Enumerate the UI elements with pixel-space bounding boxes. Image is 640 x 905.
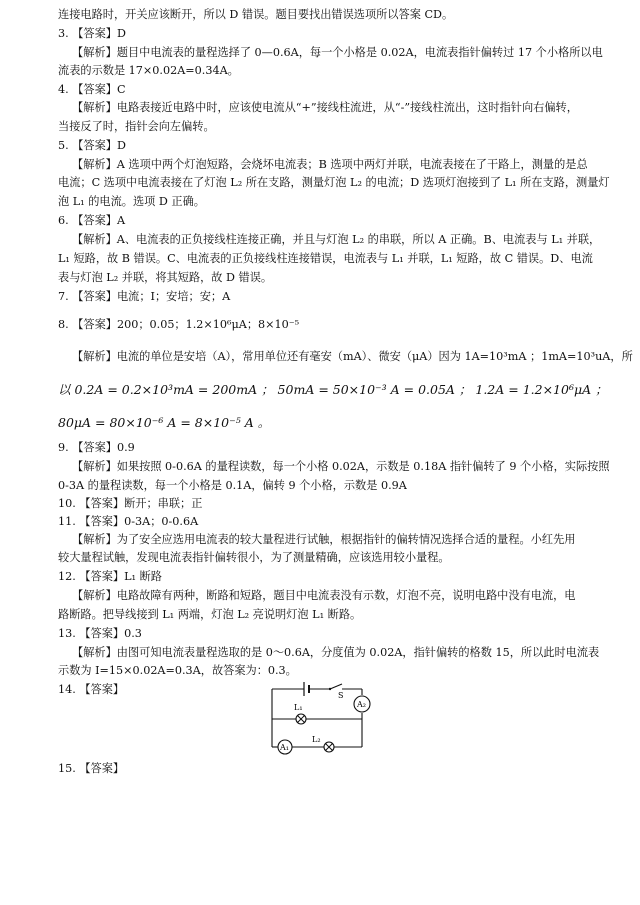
analysis-line: 【解析】电路表接近电路中时，应该使电流从“+”接线柱流进，从“-”接线柱流出，这时指针向右偏转， [72,101,578,114]
analysis-line: 【解析】电路故障有两种，断路和短路，题目中电流表没有示数，灯泡不亮，说明电路中没有电流，电 [72,589,576,602]
text-line: 连接电路时，开关应该断开，所以 D 错误。题目要找出错误选项所以答案 CD。 [58,8,454,21]
answer-line: 7. 【答案】电流；I；安培；安；A [58,290,231,303]
analysis-line: 【解析】由图可知电流表量程选取的是 0～0.6A，分度值为 0.02A，指针偏转的格数 15，所以此时电流表 [72,646,600,659]
analysis-line: 【解析】为了安全应选用电流表的较大量程进行试触，根据指针的偏转情况选择合适的量程。小红先用 [72,533,576,546]
formula-line: 80μA = 80×10⁻⁶ A = 8×10⁻⁵ A 。 [58,415,271,430]
text-line: 0-3A 的量程读数，每一个小格是 0.1A，偏转 9 个小格，示数是 0.9A [58,479,407,492]
lamp-l1 [296,714,306,724]
text-line: 电流；C 选项中电流表接在了灯泡 L₂ 所在支路，测量灯泡 L₂ 的电流；D 选项灯泡接到了 L₁ 所在支路，测量灯 [58,176,610,189]
answer-line: 3. 【答案】D [58,27,126,40]
ammeter-a2 [354,696,370,712]
switch-pivot [329,688,331,690]
answer-line: 8. 【答案】200；0.05；1.2×10⁶μA；8×10⁻⁵ [58,318,300,331]
text-line: 当接反了时，指针会向左偏转。 [58,120,215,133]
analysis-line: 【解析】A 选项中两个灯泡短路，会烧坏电流表；B 选项中两灯并联，电流表接在了干路上，测量的是总 [72,158,588,171]
text-line: 较大量程试触，发现电流表指针偏转很小，为了测量精确，应该选用较小量程。 [58,551,450,564]
answer-line: 6. 【答案】A [58,214,126,227]
answer-line: 9. 【答案】0.9 [58,441,135,454]
analysis-line: 【解析】题目中电流表的量程选择了 0—0.6A，每一个小格是 0.02A，电流表指针偏转过 17 个小格所以电 [72,46,603,59]
circuit-diagram [262,677,382,759]
text-line: 泡 L₁ 的电流。选项 D 正确。 [58,195,205,208]
text-line: 示数为 I=15×0.02A=0.3A，故答案为：0.3。 [58,664,297,677]
formula-line: 以 0.2A = 0.2×10³mA = 200mA ； 50mA = 50×10⁻³ A = 0.05A ； 1.2A = 1.2×10⁶μA ； [58,382,608,397]
analysis-line: 【解析】A、电流表的正负接线柱连接正确，并且与灯泡 L₂ 的串联，所以 A 正确。B、电流表与 L₁ 并联， [72,233,601,246]
ammeter-a1-label: A₁ [280,743,289,752]
answer-line: 4. 【答案】C [58,83,126,96]
text-line: 流表的示数是 17×0.02A=0.34A。 [58,64,239,77]
lamp-l1-label: L₁ [294,703,303,712]
answer-line: 15. 【答案】 [58,762,125,775]
ammeter-a1 [278,740,292,754]
text-line: L₁ 短路，故 B 错误。C、电流表的正负接线柱连接错误，电流表与 L₁ 并联，L₁ 短路，故 C 错误。D、电流 [58,252,593,265]
analysis-line: 【解析】电流的单位是安培（A），常用单位还有毫安（mA）、微安（μA）因为 1A=10³mA ；1mA=10³uA，所 [72,350,633,363]
answer-line: 13. 【答案】0.3 [58,627,142,640]
switch-label: S [338,691,344,700]
lamp-l2-label: L₂ [312,735,321,744]
answer-line: 11. 【答案】0-3A；0-0.6A [58,515,199,528]
answer-line: 10. 【答案】断开；串联；正 [58,497,203,510]
text-line: 路断路。把导线接到 L₁ 两端，灯泡 L₂ 亮说明灯泡 L₁ 断路。 [58,608,362,621]
answer-line: 14. 【答案】 [58,683,125,696]
text-line: 表与灯泡 L₂ 并联，将其短路，故 D 错误。 [58,271,273,284]
answer-line: 5. 【答案】D [58,139,126,152]
analysis-line: 【解析】如果按照 0-0.6A 的量程读数，每一个小格 0.02A，示数是 0.18A 指针偏转了 9 个小格，实际按照 [72,460,610,473]
ammeter-a2-label: A₂ [357,700,366,709]
lamp-l2 [324,742,334,752]
answer-line: 12. 【答案】L₁ 断路 [58,570,162,583]
